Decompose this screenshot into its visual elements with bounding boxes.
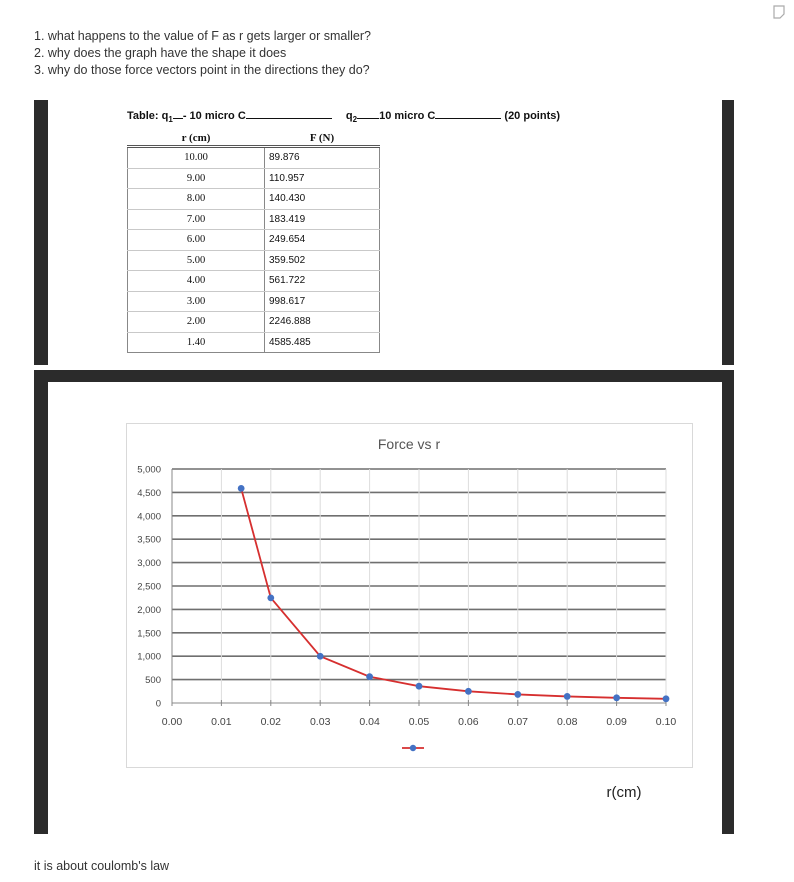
data-point — [238, 485, 245, 492]
y-tick-label: 3,500 — [137, 534, 161, 546]
x-tick-label: 0.05 — [408, 716, 430, 728]
data-point — [613, 694, 620, 701]
cell-r: 2.00 — [128, 312, 265, 333]
y-tick-label: 500 — [145, 675, 161, 687]
chart-title: Force vs r — [377, 436, 441, 452]
y-tick-label: 2,500 — [137, 581, 161, 593]
x-tick-label: 0.02 — [260, 716, 282, 728]
data-point — [663, 695, 670, 702]
cell-r: 8.00 — [128, 189, 265, 210]
data-point — [514, 691, 521, 698]
x-tick-label: 0.00 — [161, 716, 183, 728]
cell-r: 7.00 — [128, 209, 265, 230]
cell-r: 6.00 — [128, 230, 265, 251]
cell-f: 249.654 — [265, 230, 380, 251]
table-header: Table: $q_1 - 10$ micro C $q_2$ 10 micro C (20 points) — [127, 110, 561, 125]
cell-r: 5.00 — [128, 250, 265, 271]
data-point — [317, 653, 324, 660]
x-tick-label: 0.08 — [556, 716, 578, 728]
y-tick-label: 5,000 — [137, 464, 161, 476]
x-axis-label: r(cm) — [606, 784, 642, 801]
x-tick-label: 0.04 — [359, 716, 380, 728]
y-tick-label: 1,500 — [137, 628, 161, 640]
x-tick-label: 0.03 — [309, 716, 331, 728]
data-point — [465, 688, 472, 695]
x-tick-label: 0.07 — [507, 716, 529, 728]
column-header-r: r (cm) — [128, 130, 265, 147]
cell-r: 9.00 — [128, 168, 265, 189]
cell-f: 89.876 — [265, 147, 380, 169]
x-tick-label: 0.06 — [458, 716, 479, 728]
y-tick-label: 3,000 — [137, 558, 161, 570]
question-3: 3. why do those force vectors point in the directions they do? — [34, 63, 370, 77]
y-tick-label: 4,000 — [137, 511, 161, 523]
column-header-f: F (N) — [265, 130, 380, 147]
cell-f: 2246.888 — [265, 312, 380, 333]
y-tick-label: 1,000 — [137, 651, 161, 663]
question-1: 1. what happens to the value of F as r gets larger or smaller? — [34, 29, 371, 43]
data-point — [564, 693, 571, 700]
cell-r: 10.00 — [128, 147, 265, 169]
data-point — [416, 683, 423, 690]
footer-note: it is about coulomb's law — [34, 859, 170, 873]
cell-f: 110.957 — [265, 168, 380, 189]
data-point — [267, 594, 274, 601]
legend-marker — [410, 745, 416, 751]
cell-f: 998.617 — [265, 291, 380, 312]
cell-r: 3.00 — [128, 291, 265, 312]
data-point — [366, 673, 373, 680]
y-tick-label: 2,000 — [137, 604, 161, 616]
y-tick-label: 0 — [155, 698, 161, 710]
y-tick-label: 4,500 — [137, 487, 161, 499]
series-line — [241, 488, 666, 698]
cell-f: 4585.485 — [265, 332, 380, 353]
cell-r: 4.00 — [128, 271, 265, 292]
cell-f: 359.502 — [265, 250, 380, 271]
x-tick-label: 0.01 — [211, 716, 232, 728]
cell-f: 183.419 — [265, 209, 380, 230]
x-tick-label: 0.10 — [655, 716, 677, 728]
cell-f: 140.430 — [265, 189, 380, 210]
cell-f: 561.722 — [265, 271, 380, 292]
question-2: 2. why does the graph have the shape it does — [34, 46, 287, 60]
cell-r: 1.40 — [128, 332, 265, 353]
x-tick-label: 0.09 — [606, 716, 627, 728]
